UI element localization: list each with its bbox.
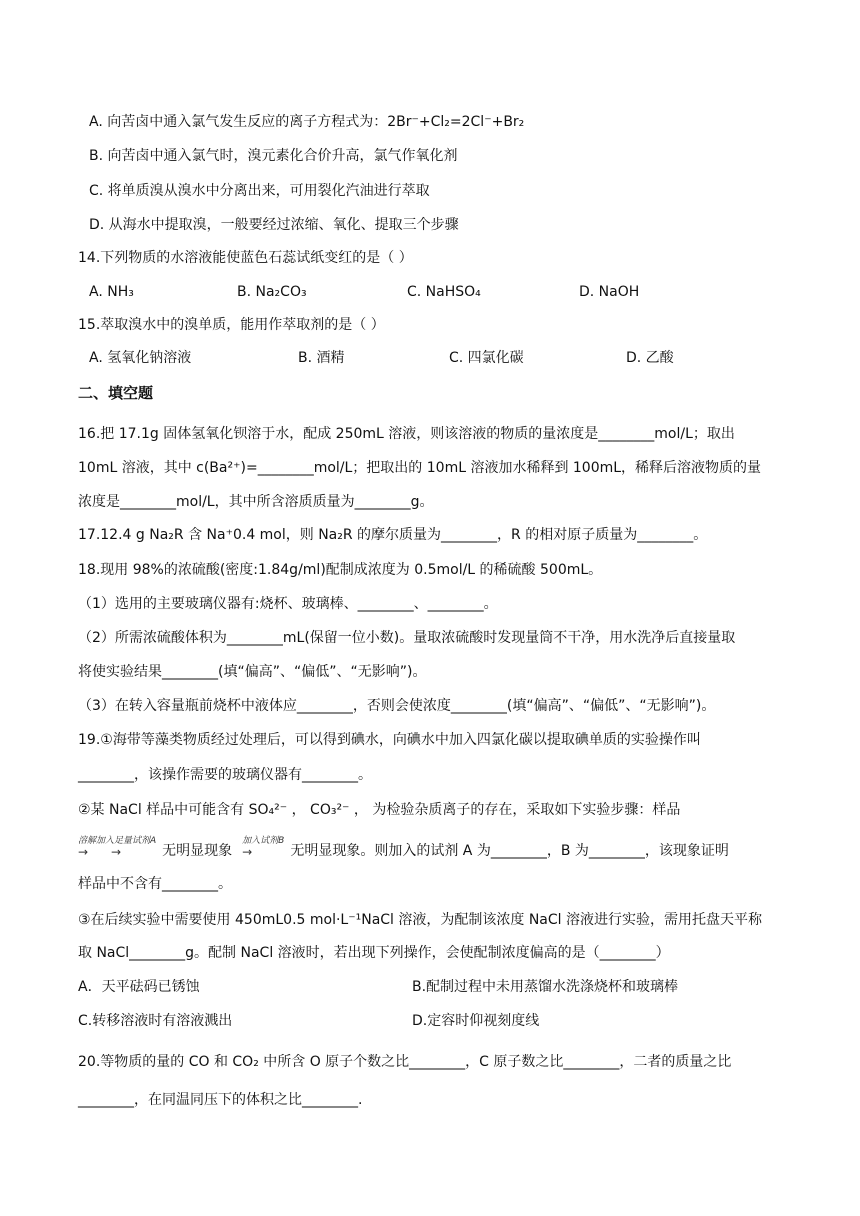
q14-option-b: B. Na₂CO₃ <box>237 284 307 300</box>
reaction-arrow-2 <box>242 836 284 858</box>
q19-part-2b-tail: 无明显现象。则加入的试剂 A 为________，B 为________，该现象证明 <box>290 843 729 859</box>
q19-part-2a: ②某 NaCl 样品中可能含有 SO₄²⁻ ， CO₃²⁻ ， 为检验杂质离子的存在，采取如下实验步骤：样品 <box>78 802 681 818</box>
q16-line-2: 10mL 溶液，其中 c(Ba²⁺)=________mol/L；把取出的 10mL 溶液加水稀释到 100mL，稀释后溶液物质的量 <box>78 460 762 476</box>
q20-line-2: ________，在同温同压下的体积之比________. <box>78 1092 363 1108</box>
q19-option-a: A．天平砝码已锈蚀 <box>78 979 200 995</box>
q20-line-1: 20.等物质的量的 CO 和 CO₂ 中所含 O 原子个数之比________，C 原子数之比________，二者的质量之比 <box>78 1054 732 1070</box>
q19-part-1a: 19.①海带等藻类物质经过处理后，可以得到碘水，向碘水中加入四氯化碳以提取碘单质的实验操作叫 <box>78 732 701 748</box>
q13-option-d: D. 从海水中提取溴，一般要经过浓缩、氧化、提取三个步骤 <box>89 217 459 233</box>
q18-stem: 18.现用 98%的浓硫酸(密度:1.84g/ml)配制成浓度为 0.5mol/L 的稀硫酸 500mL。 <box>78 562 603 578</box>
q19-part-2c: 样品中不含有________。 <box>78 876 232 892</box>
q16-line-3: 浓度是________mol/L，其中所含溶质质量为________g。 <box>78 494 434 510</box>
no-obvious-phenomenon-1: 无明显现象 <box>162 843 233 859</box>
q14-stem: 14.下列物质的水溶液能使蓝色石蕊试纸变红的是（ ） <box>78 250 413 266</box>
q15-stem: 15.萃取溴水中的溴单质，能用作萃取剂的是（ ） <box>78 317 385 333</box>
q19-option-d: D.定容时仰视刻度线 <box>412 1013 540 1029</box>
q18-part-2a: （2）所需浓硫酸体积为________mL(保留一位小数)。量取浓硫酸时发现量筒不干净，用水洗净后直接量取 <box>78 630 736 646</box>
q15-option-c: C. 四氯化碳 <box>449 350 524 366</box>
arrow-1-label: 溶解加入足量试剂A <box>78 836 157 846</box>
right-arrow-icon: → <box>242 845 253 859</box>
q13-option-b: B. 向苦卤中通入氯气时，溴元素化合价升高，氯气作氧化剂 <box>89 148 458 164</box>
q13-option-c: C. 将单质溴从溴水中分离出来，可用裂化汽油进行萃取 <box>89 183 430 199</box>
q19-option-c: C.转移溶液时有溶液溅出 <box>78 1013 233 1029</box>
q19-option-b: B.配制过程中未用蒸馏水洗涤烧杯和玻璃棒 <box>412 979 679 995</box>
q19-part-2b <box>78 836 729 866</box>
q14-option-c: C. NaHSO₄ <box>407 284 481 300</box>
right-arrow-icon: → → <box>78 845 121 859</box>
q14-option-d: D. NaOH <box>579 284 640 300</box>
reaction-arrow-1 <box>78 836 156 858</box>
q18-part-3: （3）在转入容量瓶前烧杯中液体应________，否则会使浓度________(填“偏高”、“偏低”、“无影响”)。 <box>78 698 716 714</box>
q13-option-a: A. 向苦卤中通入氯气发生反应的离子方程式为：2Br⁻+Cl₂=2Cl⁻+Br₂ <box>89 114 525 130</box>
q17-text: 17.12.4 g Na₂R 含 Na⁺0.4 mol，则 Na₂R 的摩尔质量为________，R 的相对原子质量为________。 <box>78 527 708 543</box>
q15-option-d: D. 乙酸 <box>626 350 674 366</box>
q19-part-1b: ________，该操作需要的玻璃仪器有________。 <box>78 767 372 783</box>
q19-part-3a: ③在后续实验中需要使用 450mL0.5 mol·L⁻¹NaCl 溶液，为配制该浓度 NaCl 溶液进行实验，需用托盘天平称 <box>78 912 763 928</box>
arrow-2-label: 加入试剂B <box>242 836 285 846</box>
q18-part-1: （1）选用的主要玻璃仪器有:烧杯、玻璃棒、________、________。 <box>78 596 498 612</box>
q15-option-b: B. 酒精 <box>298 350 345 366</box>
q14-option-a: A. NH₃ <box>89 284 134 300</box>
q19-part-3b: 取 NaCl________g。配制 NaCl 溶液时，若出现下列操作，会使配制浓度偏高的是（________） <box>78 945 670 961</box>
q15-option-a: A. 氢氧化钠溶液 <box>89 350 192 366</box>
q16-line-1: 16.把 17.1g 固体氢氧化钡溶于水，配成 250mL 溶液，则该溶液的物质的量浓度是________mol/L；取出 <box>78 426 735 442</box>
section-heading: 二、填空题 <box>78 384 154 402</box>
q18-part-2b: 将使实验结果________(填“偏高”、“偏低”、“无影响”)。 <box>78 664 427 680</box>
